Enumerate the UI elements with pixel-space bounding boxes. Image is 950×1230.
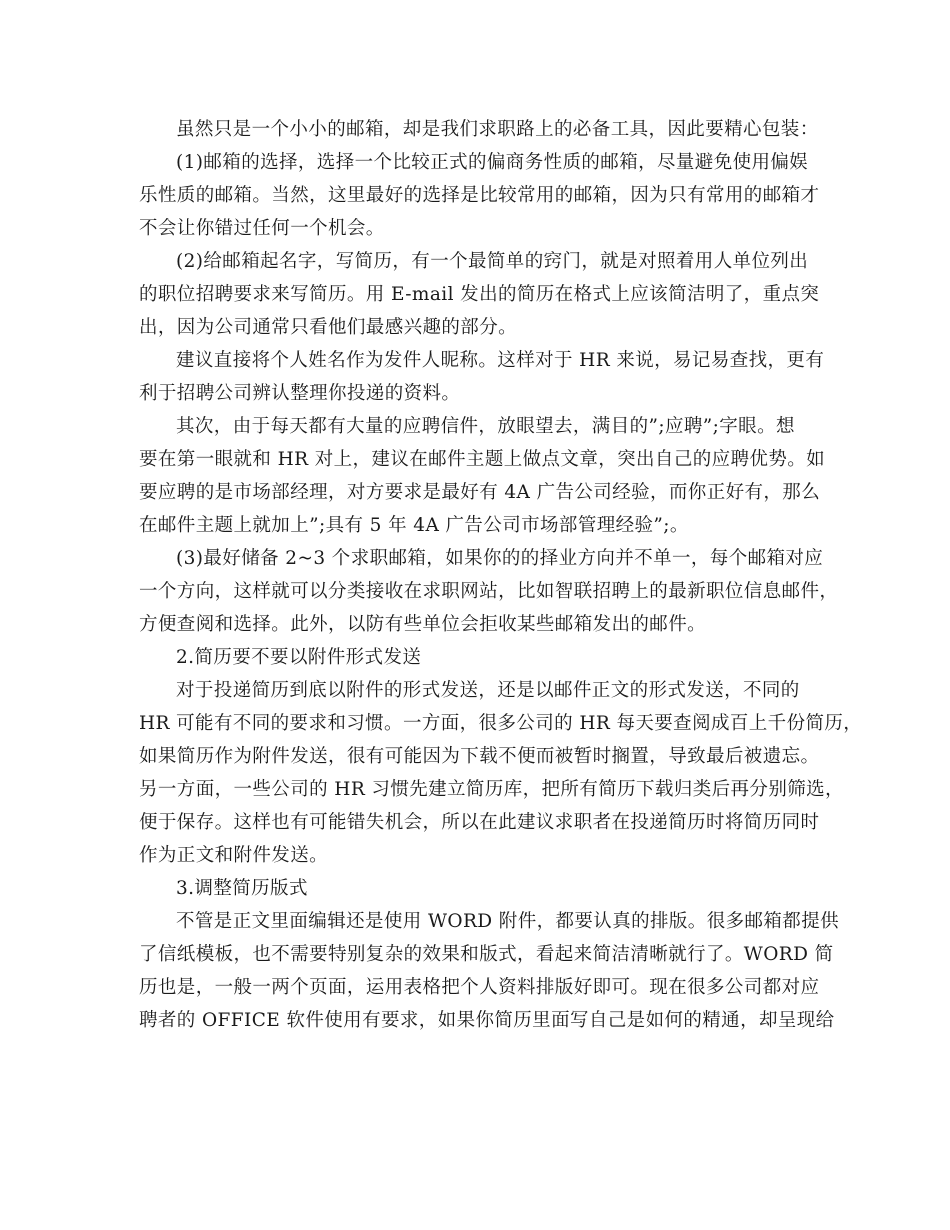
text-line: 要在第一眼就和 HR 对上，建议在邮件主题上做点文章，突出自己的应聘优势。如 [139, 449, 826, 470]
text-line: 出，因为公司通常只看他们最感兴趣的部分。 [139, 317, 518, 338]
section-heading: 2.简历要不要以附件形式发送 [176, 647, 422, 668]
text-line: HR 可能有不同的要求和习惯。一方面，很多公司的 HR 每天要查阅成百上千份简历， [139, 713, 863, 734]
section-heading: 3.调整简历版式 [176, 878, 308, 899]
text-line: 乐性质的邮箱。当然，这里最好的选择是比较常用的邮箱，因为只有常用的邮箱才 [139, 185, 820, 206]
text-line: 聘者的 OFFICE 软件使用有要求，如果你简历里面写自己是如何的精通，却呈现给 [139, 1010, 835, 1031]
text-line: 另一方面，一些公司的 HR 习惯先建立简历库，把所有简历下载归类后再分别筛选， [139, 779, 844, 800]
text-line: (3)最好储备 2~3 个求职邮箱，如果你的的择业方向并不单一，每个邮箱对应 [176, 548, 824, 569]
text-line: 一个方向，这样就可以分类接收在求职网站，比如智联招聘上的最新职位信息邮件， [139, 581, 839, 602]
text-line: 其次，由于每天都有大量的应聘信件，放眼望去，满目的”;应聘”;字眼。想 [176, 416, 795, 437]
text-line: 不会让你错过任何一个机会。 [139, 218, 385, 239]
text-line: (2)给邮箱起名字，写简历，有一个最简单的窍门，就是对照着用人单位列出 [176, 251, 809, 272]
text-line: 的职位招聘要求来写简历。用 E-mail 发出的简历在格式上应该简洁明了，重点突 [139, 284, 820, 305]
text-line: 要应聘的是市场部经理，对方要求是最好有 4A 广告公司经验，而你正好有，那么 [139, 482, 821, 503]
text-line: 便于保存。这样也有可能错失机会，所以在此建议求职者在投递简历时将简历同时 [139, 812, 820, 833]
text-line: 历也是，一般一两个页面，运用表格把个人资料排版好即可。现在很多公司都对应 [139, 977, 820, 998]
text-line: 利于招聘公司辨认整理你投递的资料。 [139, 383, 461, 404]
text-line: 建议直接将个人姓名作为发件人昵称。这样对于 HR 来说，易记易查找，更有 [176, 350, 825, 371]
text-line: 了信纸模板，也不需要特别复杂的效果和版式，看起来简洁清晰就行了。WORD 简 [139, 944, 834, 965]
text-line: 作为正文和附件发送。 [139, 845, 329, 866]
text-line: (1)邮箱的选择，选择一个比较正式的偏商务性质的邮箱，尽量避免使用偏娱 [176, 152, 809, 173]
text-line: 对于投递简历到底以附件的形式发送，还是以邮件正文的形式发送，不同的 [176, 680, 800, 701]
text-line: 在邮件主题上就加上”;具有 5 年 4A 广告公司市场部管理经验”;。 [139, 515, 689, 536]
text-line: 不管是正文里面编辑还是使用 WORD 附件，都要认真的排版。很多邮箱都提供 [176, 911, 840, 932]
text-line: 虽然只是一个小小的邮箱，却是我们求职路上的必备工具，因此要精心包装： [176, 119, 819, 140]
text-line: 如果简历作为附件发送，很有可能因为下载不便而被暂时搁置，导致最后被遗忘。 [139, 746, 820, 767]
text-line: 方便查阅和选择。此外，以防有些单位会拒收某些邮箱发出的邮件。 [139, 614, 707, 635]
